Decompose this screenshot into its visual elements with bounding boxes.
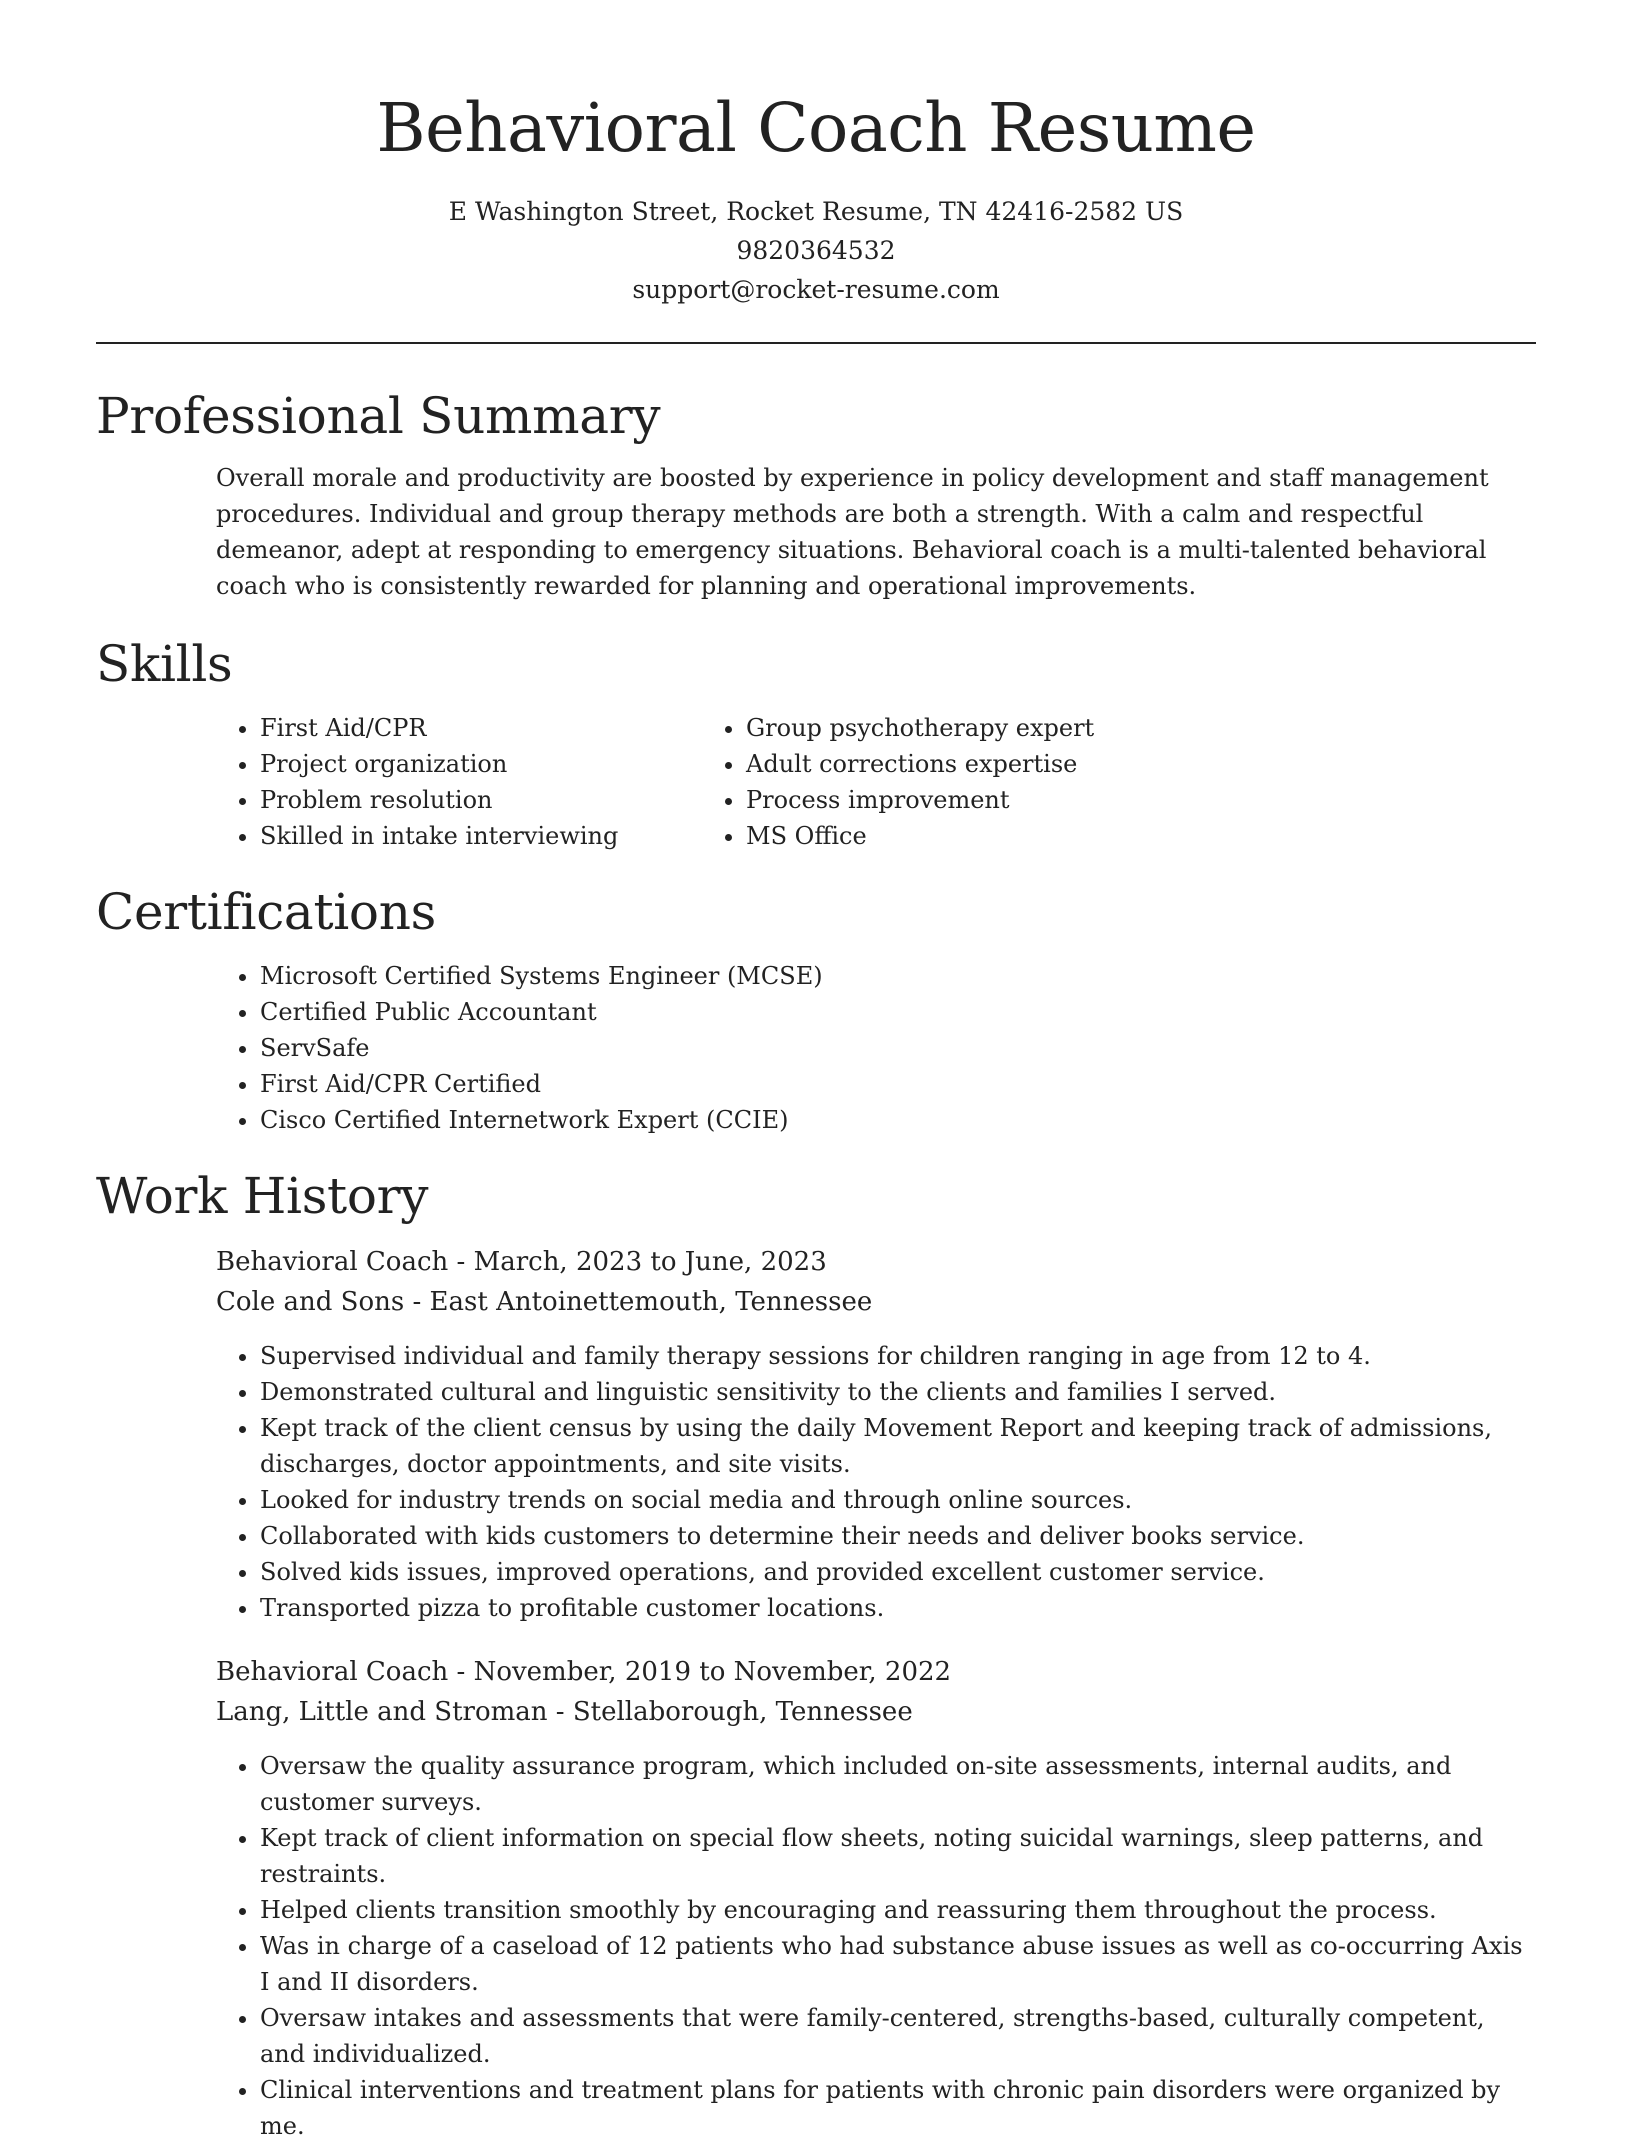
- job-duty-item: • Helped clients transition smoothly by encouraging and reassuring them throughout the process.: [260, 1892, 1536, 1928]
- job-duty-item: • Looked for industry trends on social media and through online sources.: [260, 1482, 1536, 1518]
- job-duty-item: • Was in charge of a caseload of 12 patients who had substance abuse issues as well as co-occurring Axis I and II disorders.: [260, 1928, 1536, 2000]
- contact-address: E Washington Street, Rocket Resume, TN 42416-2582 US: [448, 197, 1184, 226]
- job-duty-item: • Demonstrated cultural and linguistic sensitivity to the clients and families I served.: [260, 1374, 1536, 1410]
- job-duty-item: • Transported pizza to profitable customer locations.: [260, 1590, 1536, 1626]
- skills-list-right: [746, 710, 1094, 854]
- summary-heading: Professional Summary: [96, 387, 661, 445]
- contact-block: [96, 192, 1536, 309]
- skill-item: • Process improvement: [746, 782, 1094, 818]
- job-duties-list: [96, 1338, 1536, 1626]
- skill-item: • Adult corrections expertise: [746, 746, 1094, 782]
- job-duties-list: [96, 1748, 1536, 2144]
- skill-item: • Project organization: [260, 746, 746, 782]
- header-divider: [96, 342, 1536, 344]
- certifications-section: [96, 878, 1536, 1138]
- job-company-line: Cole and Sons - East Antoinettemouth, Tennessee: [216, 1287, 873, 1317]
- job-duty-item: • Clinical interventions and treatment plans for patients with chronic pain disorders were organized by me.: [260, 2072, 1536, 2144]
- contact-email: support@rocket-resume.com: [632, 275, 1000, 304]
- resume-title: Behavioral Coach Resume: [376, 89, 1256, 167]
- job-duty-item: • Oversaw intakes and assessments that were family-centered, strengths-based, culturally competent, and individualized.: [260, 2000, 1536, 2072]
- job-entry: [96, 1242, 1536, 1626]
- skill-item: • MS Office: [746, 818, 1094, 854]
- job-company-line: Lang, Little and Stroman - Stellaborough, Tennessee: [216, 1697, 913, 1727]
- skills-list-left: [96, 710, 746, 854]
- job-duty-item: • Kept track of client information on special flow sheets, noting suicidal warnings, sleep patterns, and restraints.: [260, 1820, 1536, 1892]
- skills-section: [96, 630, 1536, 854]
- work-history-heading: Work History: [96, 1167, 429, 1225]
- job-duty-item: • Supervised individual and family therapy sessions for children ranging in age from 12 to 4.: [260, 1338, 1536, 1374]
- skills-heading: Skills: [96, 635, 233, 693]
- skill-item: • Skilled in intake interviewing: [260, 818, 746, 854]
- certification-item: • Microsoft Certified Systems Engineer (MCSE): [260, 958, 1536, 994]
- certification-item: • ServSafe: [260, 1030, 1536, 1066]
- job-duty-item: • Solved kids issues, improved operations, and provided excellent customer service.: [260, 1554, 1536, 1590]
- summary-section: [96, 382, 1536, 604]
- skills-grid: [96, 710, 1536, 854]
- job-title-line: Behavioral Coach - March, 2023 to June, 2023: [216, 1247, 827, 1277]
- job-duty-item: • Oversaw the quality assurance program, which included on-site assessments, internal audits, and customer surveys.: [260, 1748, 1536, 1820]
- job-title-line: Behavioral Coach - November, 2019 to November, 2022: [216, 1657, 952, 1687]
- skill-item: • Group psychotherapy expert: [746, 710, 1094, 746]
- summary-text: Overall morale and productivity are boosted by experience in policy development and staff management procedures. Individual and group therapy methods are both a strength. With a calm and respectful demeanor, adept at responding to emergency situations. Behavioral coach is a multi-talented behavioral coach who is consistently rewarded for planning and operational improvements.: [216, 464, 1489, 600]
- certification-item: • Cisco Certified Internetwork Expert (CCIE): [260, 1102, 1536, 1138]
- contact-phone: 9820364532: [736, 236, 896, 265]
- job-duty-item: • Collaborated with kids customers to determine their needs and deliver books service.: [260, 1518, 1536, 1554]
- skill-item: • Problem resolution: [260, 782, 746, 818]
- certifications-list: [96, 958, 1536, 1138]
- work-history-section: [96, 1162, 1536, 2144]
- job-entry: [96, 1652, 1536, 2144]
- skill-item: • First Aid/CPR: [260, 710, 746, 746]
- job-duty-item: • Kept track of the client census by using the daily Movement Report and keeping track of admissions, discharges, doctor appointments, and site visits.: [260, 1410, 1536, 1482]
- certification-item: • Certified Public Accountant: [260, 994, 1536, 1030]
- certifications-heading: Certifications: [96, 883, 436, 941]
- resume-page: [96, 0, 1536, 2144]
- certification-item: • First Aid/CPR Certified: [260, 1066, 1536, 1102]
